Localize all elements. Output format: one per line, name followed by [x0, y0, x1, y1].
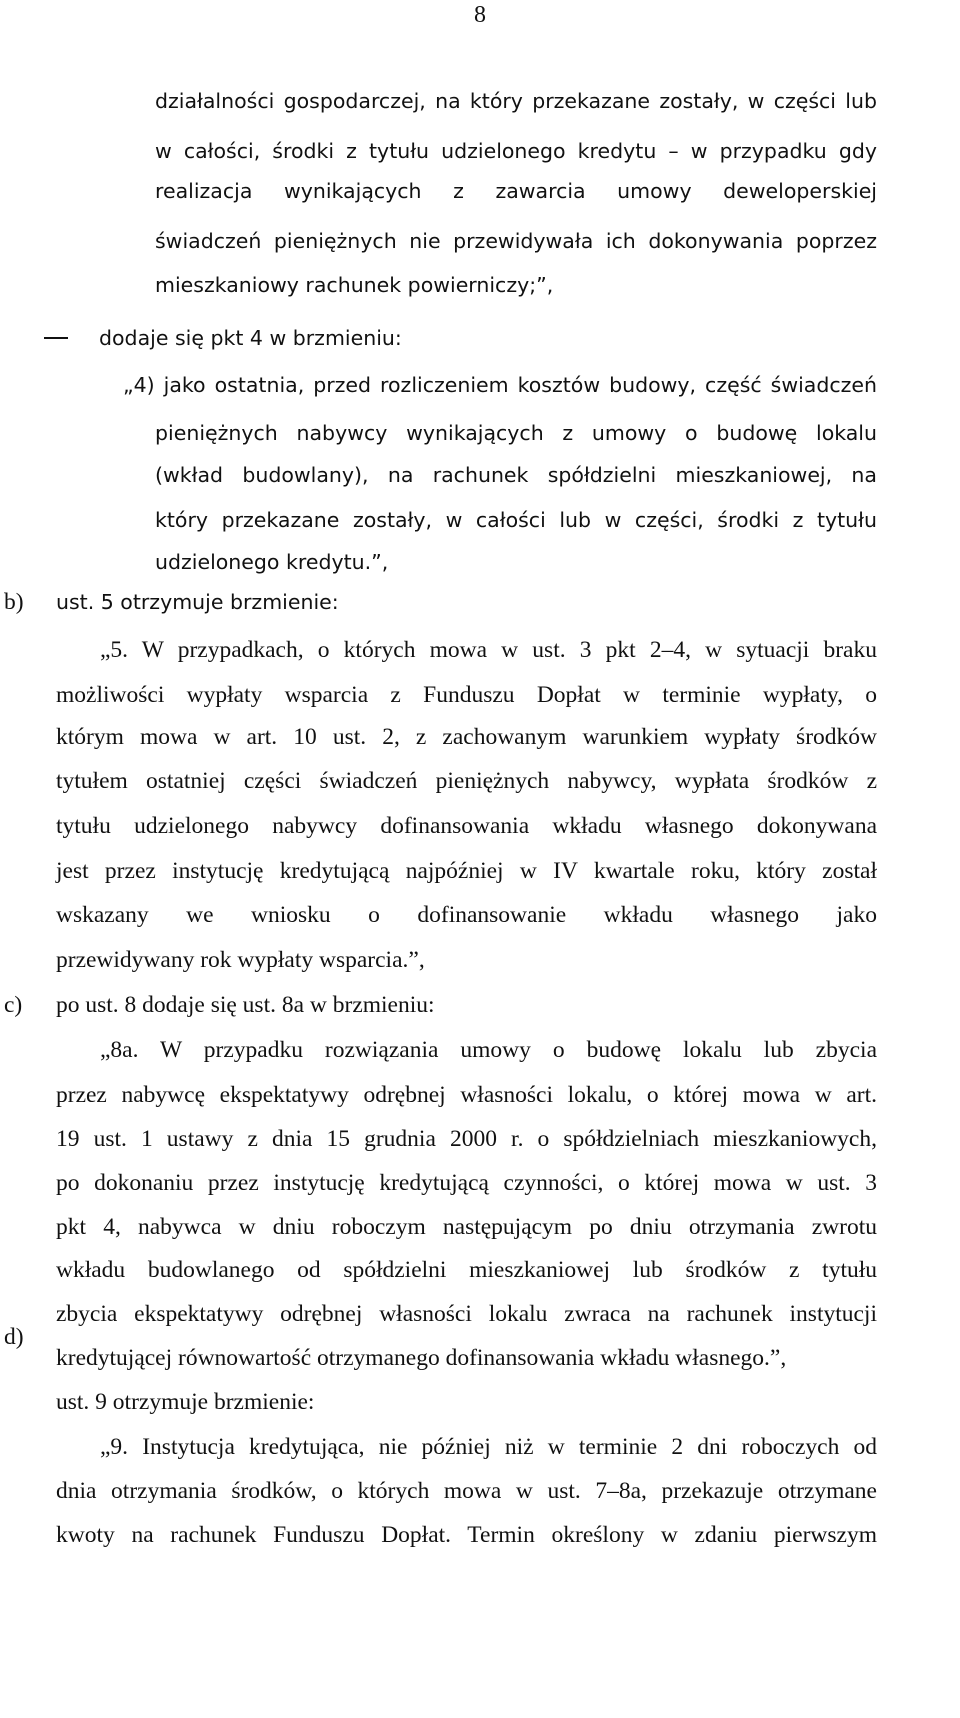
text-line: „8a. W przypadku rozwiązania umowy o budowę lokalu lub zbycia: [100, 1037, 877, 1063]
text-line: możliwości wypłaty wsparcia z Funduszu Dopłat w terminie wypłaty, o: [56, 682, 877, 708]
text-line: kredytującej równowartość otrzymanego dofinansowania wkładu własnego.”,: [56, 1345, 787, 1371]
page-number: 8: [474, 2, 486, 28]
text-line: przewidywany rok wypłaty wsparcia.”,: [56, 947, 425, 973]
list-label-b: b): [4, 589, 24, 615]
text-line: „5. W przypadkach, o których mowa w ust. 3 pkt 2–4, w sytuacji braku: [100, 637, 877, 663]
text-line: zbycia ekspektatywy odrębnej własności lokalu zwraca na rachunek instytucji: [56, 1301, 877, 1327]
text-line: dnia otrzymania środków, o których mowa w ust. 7–8a, przekazuje otrzymane: [56, 1478, 877, 1504]
text-line: po ust. 8 dodaje się ust. 8a w brzmieniu:: [56, 992, 435, 1018]
text-line: dodaje się pkt 4 w brzmieniu:: [99, 326, 402, 350]
text-line: tytułu udzielonego nabywcy dofinansowania wkładu własnego dokonywana: [56, 813, 877, 839]
text-line: świadczeń pieniężnych nie przewidywała ich dokonywania poprzez: [155, 229, 877, 253]
text-line: wkładu budowlanego od spółdzielni mieszkaniowej lub środków z tytułu: [56, 1257, 877, 1283]
list-label-c: c): [4, 992, 23, 1018]
text-line: mieszkaniowy rachunek powierniczy;”,: [155, 273, 554, 297]
text-line: wskazany we wniosku o dofinansowanie wkładu własnego jako: [56, 902, 877, 928]
text-line: pkt 4, nabywca w dniu roboczym następującym po dniu otrzymania zwrotu: [56, 1214, 877, 1240]
list-label-d: d): [4, 1324, 24, 1350]
text-line: który przekazane zostały, w całości lub w części, środki z tytułu: [155, 508, 877, 532]
text-line: „4) jako ostatnia, przed rozliczeniem kosztów budowy, część świadczeń: [123, 373, 877, 397]
text-line: 19 ust. 1 ustawy z dnia 15 grudnia 2000 r. o spółdzielniach mieszkaniowych,: [56, 1126, 877, 1152]
text-line: ust. 5 otrzymuje brzmienie:: [56, 590, 339, 614]
text-line: (wkład budowlany), na rachunek spółdzielni mieszkaniowej, na: [155, 463, 877, 487]
text-line: pieniężnych nabywcy wynikających z umowy o budowę lokalu: [155, 421, 877, 445]
text-line: udzielonego kredytu.”,: [155, 550, 389, 574]
text-line: którym mowa w art. 10 ust. 2, z zachowanym warunkiem wypłaty środków: [56, 724, 877, 750]
text-line: jest przez instytucję kredytującą najpóźniej w IV kwartale roku, który został: [56, 858, 877, 884]
text-line: ust. 9 otrzymuje brzmienie:: [56, 1389, 315, 1415]
text-line: po dokonaniu przez instytucję kredytującą czynności, o której mowa w ust. 3: [56, 1170, 877, 1196]
text-line: kwoty na rachunek Funduszu Dopłat. Termin określony w zdaniu pierwszym: [56, 1522, 877, 1548]
list-dash: [44, 337, 68, 339]
text-line: tytułem ostatniej części świadczeń pieniężnych nabywcy, wypłata środków z: [56, 768, 877, 794]
text-line: działalności gospodarczej, na który przekazane zostały, w części lub: [155, 89, 877, 113]
text-line: „9. Instytucja kredytująca, nie później niż w terminie 2 dni roboczych od: [100, 1434, 877, 1460]
text-line: przez nabywcę ekspektatywy odrębnej własności lokalu, o której mowa w art.: [56, 1082, 877, 1108]
text-line: w całości, środki z tytułu udzielonego kredytu – w przypadku gdy: [155, 139, 877, 163]
text-line: realizacja wynikających z zawarcia umowy deweloperskiej: [155, 179, 877, 203]
